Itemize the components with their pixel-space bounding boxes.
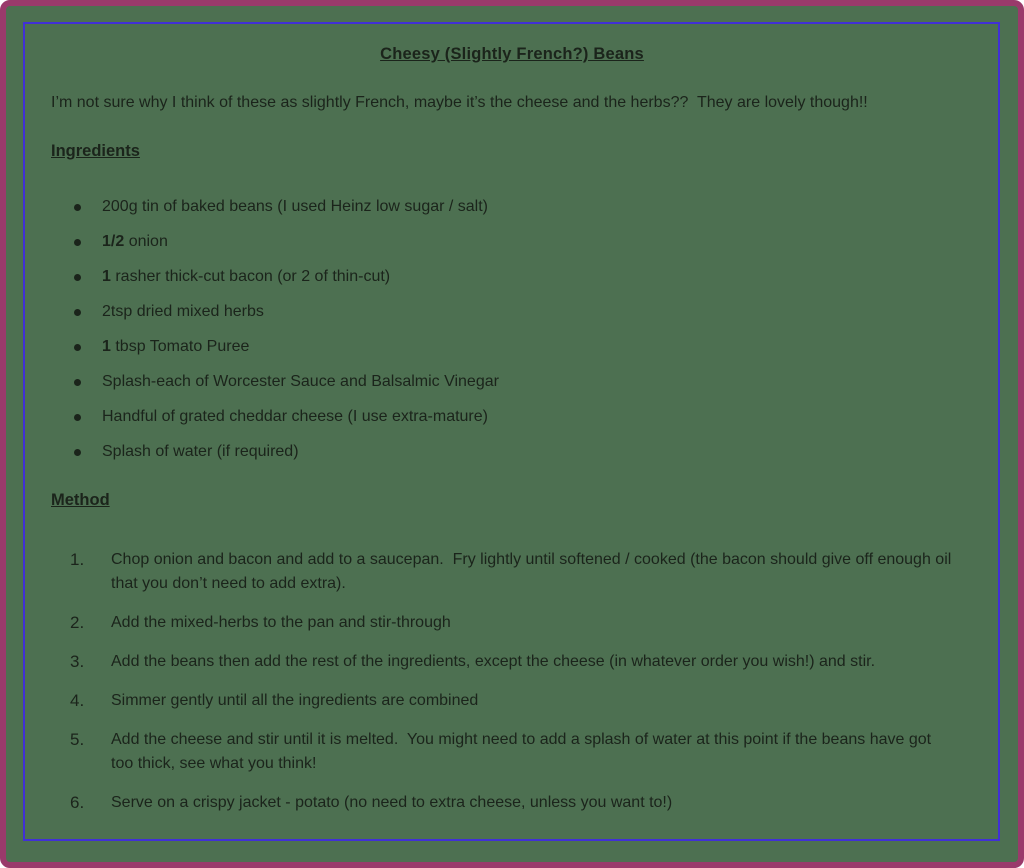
step-text: Add the mixed-herbs to the pan and stir-through	[111, 614, 451, 631]
bullet-icon	[74, 344, 81, 351]
step-text: Add the beans then add the rest of the ingredients, except the cheese (in whatever order you wish!) and stir.	[111, 653, 876, 670]
list-item	[50, 441, 974, 463]
list-item	[50, 689, 974, 713]
intro-paragraph: I’m not sure why I think of these as slightly French, maybe it’s the cheese and the herbs?? They are lovely though!!	[51, 94, 868, 111]
list-item	[50, 231, 974, 253]
step-number: 3.	[70, 652, 85, 671]
step-number: 4.	[70, 691, 85, 710]
ingredient-text: 200g tin of baked beans (I used Heinz low sugar / salt)	[102, 198, 488, 215]
step-text: Chop onion and bacon and add to a saucepan. Fry lightly until softened / cooked (the bacon should give off enough oil that you don’t need to add extra).	[111, 551, 956, 592]
list-item	[50, 336, 974, 358]
step-number: 6.	[70, 793, 85, 812]
step-text: Add the cheese and stir until it is melted. You might need to add a splash of water at this point if the beans have got too thick, see what you think!	[111, 731, 936, 772]
ingredient-text: 1 tbsp Tomato Puree	[102, 338, 250, 355]
list-item	[50, 728, 974, 776]
ingredient-text: 2tsp dried mixed herbs	[102, 303, 264, 320]
list-item	[50, 266, 974, 288]
list-item	[50, 406, 974, 428]
bullet-icon	[74, 379, 81, 386]
step-number: 1.	[70, 550, 85, 569]
step-number: 2.	[70, 613, 85, 632]
ingredients-list	[50, 196, 974, 463]
step-text: Serve on a crispy jacket - potato (no need to extra cheese, unless you want to!)	[111, 794, 673, 811]
list-item	[50, 196, 974, 218]
ingredient-text: 1 rasher thick-cut bacon (or 2 of thin-cut)	[102, 268, 391, 285]
bullet-icon	[74, 239, 81, 246]
recipe-title: Cheesy (Slightly French?) Beans	[380, 45, 644, 63]
bullet-icon	[74, 309, 81, 316]
list-item	[50, 791, 974, 815]
list-item	[50, 650, 974, 674]
list-item	[50, 611, 974, 635]
bullet-icon	[74, 449, 81, 456]
method-list	[50, 548, 974, 815]
recipe-page	[23, 22, 1000, 841]
bullet-icon	[74, 204, 81, 211]
ingredient-text: 1/2 onion	[102, 233, 168, 250]
ingredients-heading: Ingredients	[51, 142, 140, 160]
ingredient-text: Splash of water (if required)	[102, 443, 299, 460]
list-item	[50, 371, 974, 393]
list-item	[50, 548, 974, 596]
bullet-icon	[74, 414, 81, 421]
ingredient-text: Handful of grated cheddar cheese (I use extra-mature)	[102, 408, 488, 425]
step-text: Simmer gently until all the ingredients are combined	[111, 692, 479, 709]
list-item	[50, 301, 974, 323]
method-heading: Method	[51, 491, 110, 509]
bullet-icon	[74, 274, 81, 281]
ingredient-text: Splash-each of Worcester Sauce and Balsalmic Vinegar	[102, 373, 499, 390]
step-number: 5.	[70, 730, 85, 749]
